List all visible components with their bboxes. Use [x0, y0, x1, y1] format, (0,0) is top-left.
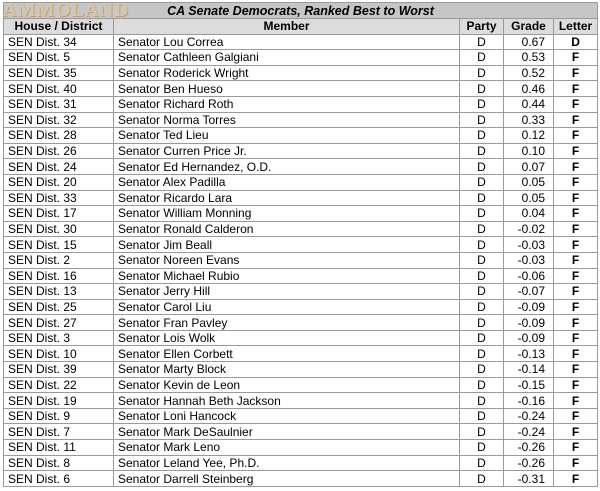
table-body [4, 34, 598, 486]
grade-cell: 0.07 [504, 159, 554, 175]
district-cell: SEN Dist. 9 [4, 408, 114, 424]
table-row [4, 190, 598, 206]
grade-cell: -0.09 [504, 330, 554, 346]
district-cell: SEN Dist. 25 [4, 299, 114, 315]
member-cell: Senator Marty Block [114, 362, 460, 378]
member-cell: Senator Alex Padilla [114, 174, 460, 190]
header-member: Member [114, 19, 460, 35]
header-letter: Letter [554, 19, 598, 35]
header-district: House / District [4, 19, 114, 35]
member-cell: Senator Jerry Hill [114, 284, 460, 300]
grade-cell: -0.16 [504, 393, 554, 409]
table-row [4, 315, 598, 331]
member-cell: Senator Ben Hueso [114, 81, 460, 97]
table-row [4, 299, 598, 315]
district-cell: SEN Dist. 30 [4, 221, 114, 237]
grade-cell: -0.07 [504, 284, 554, 300]
letter-cell: F [554, 143, 598, 159]
table-row [4, 408, 598, 424]
table-row [4, 346, 598, 362]
table-row [4, 174, 598, 190]
grade-cell: -0.14 [504, 362, 554, 378]
district-cell: SEN Dist. 33 [4, 190, 114, 206]
letter-cell: F [554, 159, 598, 175]
table-row [4, 81, 598, 97]
party-cell: D [460, 96, 504, 112]
district-cell: SEN Dist. 17 [4, 206, 114, 222]
grade-cell: 0.53 [504, 50, 554, 66]
member-cell: Senator Lou Correa [114, 34, 460, 50]
ranking-table-container [3, 2, 597, 487]
grade-cell: -0.15 [504, 377, 554, 393]
member-cell: Senator Fran Pavley [114, 315, 460, 331]
party-cell: D [460, 128, 504, 144]
grade-cell: 0.04 [504, 206, 554, 222]
party-cell: D [460, 362, 504, 378]
table-row [4, 455, 598, 471]
district-cell: SEN Dist. 5 [4, 50, 114, 66]
member-cell: Senator Roderick Wright [114, 65, 460, 81]
table-row [4, 50, 598, 66]
member-cell: Senator Loni Hancock [114, 408, 460, 424]
letter-cell: F [554, 112, 598, 128]
table-header-row [4, 19, 598, 35]
table-row [4, 284, 598, 300]
grade-cell: 0.05 [504, 190, 554, 206]
district-cell: SEN Dist. 24 [4, 159, 114, 175]
district-cell: SEN Dist. 8 [4, 455, 114, 471]
member-cell: Senator Ted Lieu [114, 128, 460, 144]
party-cell: D [460, 299, 504, 315]
letter-cell: F [554, 362, 598, 378]
letter-cell: F [554, 299, 598, 315]
grade-cell: -0.09 [504, 315, 554, 331]
letter-cell: F [554, 377, 598, 393]
grade-cell: 0.33 [504, 112, 554, 128]
grade-cell: -0.02 [504, 221, 554, 237]
table-row [4, 159, 598, 175]
member-cell: Senator William Monning [114, 206, 460, 222]
table-row [4, 377, 598, 393]
party-cell: D [460, 346, 504, 362]
letter-cell: F [554, 408, 598, 424]
party-cell: D [460, 174, 504, 190]
party-cell: D [460, 424, 504, 440]
district-cell: SEN Dist. 3 [4, 330, 114, 346]
district-cell: SEN Dist. 32 [4, 112, 114, 128]
party-cell: D [460, 471, 504, 487]
table-row [4, 96, 598, 112]
table-row [4, 237, 598, 253]
letter-cell: F [554, 440, 598, 456]
party-cell: D [460, 221, 504, 237]
table-row [4, 471, 598, 487]
grade-cell: -0.31 [504, 471, 554, 487]
district-cell: SEN Dist. 15 [4, 237, 114, 253]
member-cell: Senator Ricardo Lara [114, 190, 460, 206]
party-cell: D [460, 50, 504, 66]
table-row [4, 424, 598, 440]
district-cell: SEN Dist. 35 [4, 65, 114, 81]
letter-cell: F [554, 268, 598, 284]
district-cell: SEN Dist. 16 [4, 268, 114, 284]
district-cell: SEN Dist. 2 [4, 252, 114, 268]
ammoland-logo: AMMOLAND [3, 2, 130, 19]
member-cell: Senator Mark Leno [114, 440, 460, 456]
party-cell: D [460, 252, 504, 268]
district-cell: SEN Dist. 34 [4, 34, 114, 50]
member-cell: Senator Curren Price Jr. [114, 143, 460, 159]
letter-cell: F [554, 471, 598, 487]
letter-cell: F [554, 330, 598, 346]
member-cell: Senator Ed Hernandez, O.D. [114, 159, 460, 175]
letter-cell: F [554, 50, 598, 66]
grade-cell: -0.03 [504, 252, 554, 268]
letter-cell: F [554, 221, 598, 237]
letter-cell: F [554, 393, 598, 409]
letter-cell: F [554, 190, 598, 206]
letter-cell: F [554, 455, 598, 471]
table-title: CA Senate Democrats, Ranked Best to Worst [4, 3, 598, 19]
table-row [4, 143, 598, 159]
letter-cell: F [554, 315, 598, 331]
table-row [4, 440, 598, 456]
grade-cell: 0.67 [504, 34, 554, 50]
district-cell: SEN Dist. 31 [4, 96, 114, 112]
party-cell: D [460, 159, 504, 175]
district-cell: SEN Dist. 40 [4, 81, 114, 97]
district-cell: SEN Dist. 27 [4, 315, 114, 331]
table-row [4, 221, 598, 237]
grade-cell: 0.44 [504, 96, 554, 112]
district-cell: SEN Dist. 26 [4, 143, 114, 159]
grade-cell: -0.13 [504, 346, 554, 362]
member-cell: Senator Ronald Calderon [114, 221, 460, 237]
district-cell: SEN Dist. 13 [4, 284, 114, 300]
letter-cell: D [554, 34, 598, 50]
party-cell: D [460, 330, 504, 346]
letter-cell: F [554, 206, 598, 222]
letter-cell: F [554, 424, 598, 440]
party-cell: D [460, 440, 504, 456]
party-cell: D [460, 237, 504, 253]
grade-cell: -0.09 [504, 299, 554, 315]
district-cell: SEN Dist. 11 [4, 440, 114, 456]
party-cell: D [460, 143, 504, 159]
district-cell: SEN Dist. 7 [4, 424, 114, 440]
member-cell: Senator Noreen Evans [114, 252, 460, 268]
district-cell: SEN Dist. 19 [4, 393, 114, 409]
letter-cell: F [554, 237, 598, 253]
party-cell: D [460, 65, 504, 81]
member-cell: Senator Hannah Beth Jackson [114, 393, 460, 409]
letter-cell: F [554, 174, 598, 190]
table-row [4, 112, 598, 128]
header-party: Party [460, 19, 504, 35]
letter-cell: F [554, 252, 598, 268]
member-cell: Senator Jim Beall [114, 237, 460, 253]
party-cell: D [460, 190, 504, 206]
table-row [4, 393, 598, 409]
grade-cell: 0.12 [504, 128, 554, 144]
party-cell: D [460, 315, 504, 331]
table-row [4, 330, 598, 346]
grade-cell: 0.52 [504, 65, 554, 81]
district-cell: SEN Dist. 10 [4, 346, 114, 362]
grade-cell: 0.10 [504, 143, 554, 159]
table-row [4, 65, 598, 81]
district-cell: SEN Dist. 20 [4, 174, 114, 190]
grade-cell: -0.03 [504, 237, 554, 253]
party-cell: D [460, 408, 504, 424]
party-cell: D [460, 112, 504, 128]
member-cell: Senator Cathleen Galgiani [114, 50, 460, 66]
ranking-table [3, 2, 598, 487]
member-cell: Senator Ellen Corbett [114, 346, 460, 362]
grade-cell: 0.05 [504, 174, 554, 190]
grade-cell: -0.26 [504, 455, 554, 471]
grade-cell: -0.24 [504, 424, 554, 440]
letter-cell: F [554, 128, 598, 144]
party-cell: D [460, 284, 504, 300]
table-row [4, 268, 598, 284]
letter-cell: F [554, 65, 598, 81]
grade-cell: -0.24 [504, 408, 554, 424]
member-cell: Senator Lois Wolk [114, 330, 460, 346]
party-cell: D [460, 455, 504, 471]
member-cell: Senator Kevin de Leon [114, 377, 460, 393]
table-row [4, 252, 598, 268]
party-cell: D [460, 206, 504, 222]
party-cell: D [460, 393, 504, 409]
grade-cell: -0.06 [504, 268, 554, 284]
member-cell: Senator Leland Yee, Ph.D. [114, 455, 460, 471]
table-row [4, 362, 598, 378]
member-cell: Senator Darrell Steinberg [114, 471, 460, 487]
letter-cell: F [554, 81, 598, 97]
member-cell: Senator Michael Rubio [114, 268, 460, 284]
member-cell: Senator Richard Roth [114, 96, 460, 112]
district-cell: SEN Dist. 22 [4, 377, 114, 393]
district-cell: SEN Dist. 28 [4, 128, 114, 144]
member-cell: Senator Norma Torres [114, 112, 460, 128]
member-cell: Senator Carol Liu [114, 299, 460, 315]
header-grade: Grade [504, 19, 554, 35]
district-cell: SEN Dist. 6 [4, 471, 114, 487]
grade-cell: 0.46 [504, 81, 554, 97]
party-cell: D [460, 81, 504, 97]
table-row [4, 206, 598, 222]
table-row [4, 34, 598, 50]
district-cell: SEN Dist. 39 [4, 362, 114, 378]
table-row [4, 128, 598, 144]
letter-cell: F [554, 346, 598, 362]
party-cell: D [460, 377, 504, 393]
party-cell: D [460, 268, 504, 284]
letter-cell: F [554, 284, 598, 300]
party-cell: D [460, 34, 504, 50]
grade-cell: -0.26 [504, 440, 554, 456]
member-cell: Senator Mark DeSaulnier [114, 424, 460, 440]
letter-cell: F [554, 96, 598, 112]
